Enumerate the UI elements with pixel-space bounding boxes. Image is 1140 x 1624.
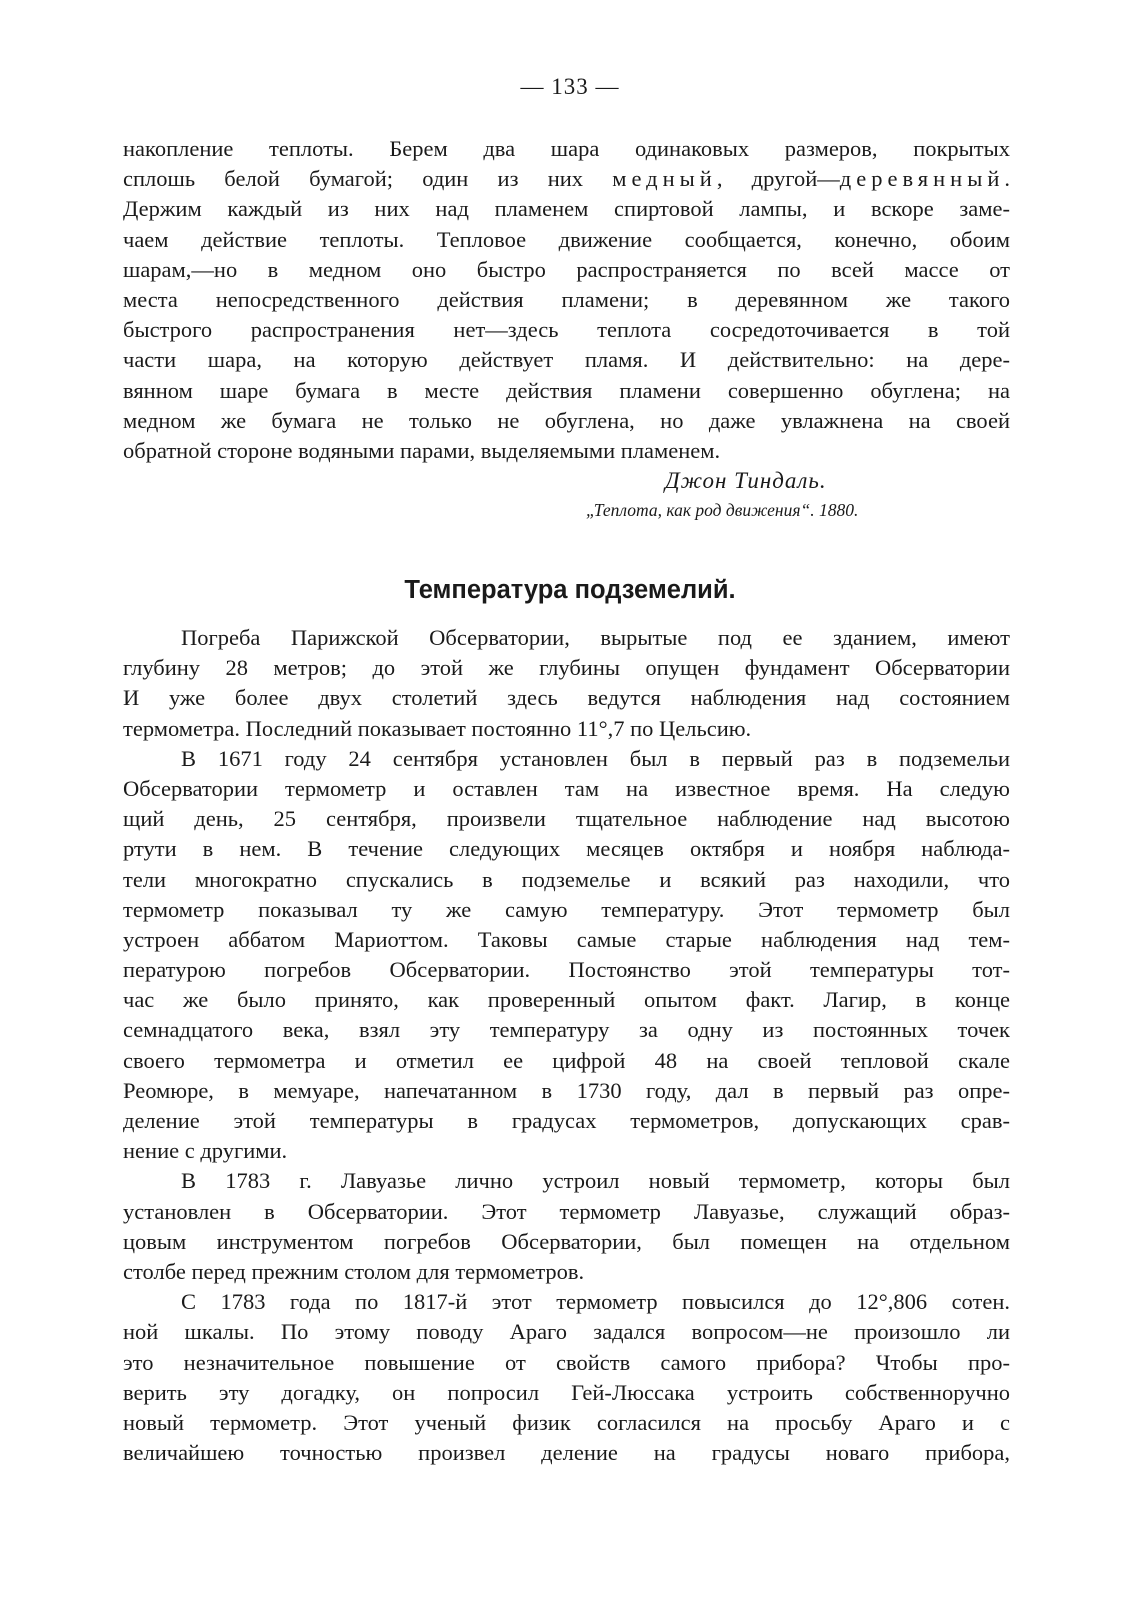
text-line: новый термометр. Этот ученый физик согласился на просьбу Араго и с bbox=[123, 1409, 1010, 1435]
text-line: пературою погребов Обсерватории. Постоянство этой температуры тот- bbox=[123, 957, 1010, 983]
text-line: В 1671 году 24 сентября установлен был в первый раз в подземельи bbox=[181, 745, 1010, 771]
text-line: величайшею точностью произвел деление на градусы новаго прибора, bbox=[123, 1440, 1010, 1466]
emphasis-copper: медный bbox=[612, 166, 717, 192]
text-line: глубину 28 метров; до этой же глубины опущен фундамент Обсерватории bbox=[123, 655, 1010, 681]
text-line: щий день, 25 сентября, произвели тщательное наблюдение над высотою bbox=[123, 806, 1010, 832]
text-line: своего термометра и отметил ее цифрой 48 на своей тепловой скале bbox=[123, 1047, 1010, 1073]
emphasis-wooden: деревянный bbox=[839, 166, 1005, 192]
text-line: части шара, на которую действует пламя. И действительно: на дере- bbox=[123, 347, 1010, 373]
text-line: нение с другими. bbox=[123, 1138, 288, 1164]
attribution-author: Джон Тиндаль. bbox=[665, 468, 827, 493]
text-line: час же было принято, как проверенный опытом факт. Лагир, в конце bbox=[123, 987, 1010, 1013]
text-line: цовым инструментом погребов Обсерватории, был помещен на отдельном bbox=[123, 1228, 1010, 1254]
text-line: столбе перед прежним столом для термометров. bbox=[123, 1258, 585, 1284]
text-line: установлен в Обсерватории. Этот термометр Лавуазье, служащий образ- bbox=[123, 1198, 1010, 1224]
text-line: Обсерватории термометр и оставлен там на известное время. На следую bbox=[123, 775, 1010, 801]
section-title: Температура подземелий. bbox=[404, 576, 736, 604]
attribution-source: „Теплота, как род движения“. 1880. bbox=[586, 500, 859, 520]
text-line: деление этой температуры в градусах термометров, допускающих срав- bbox=[123, 1108, 1010, 1133]
text-line: места непосредственного действия пламени; в деревянном же такого bbox=[123, 286, 1010, 312]
text-line: ртути в нем. В течение следующих месяцев октября и ноября наблюда- bbox=[123, 836, 1010, 862]
text-line: Погреба Парижской Обсерватории, вырытые под ее зданием, имеют bbox=[181, 625, 1010, 650]
text-line: это незначительное повышение от свойств самого прибора? Чтобы про- bbox=[123, 1349, 1010, 1375]
text-line: сплошь белой бумагой; один из них медный, другой—деревянный. bbox=[123, 166, 1010, 192]
text-line: термометр показывал ту же самую температуру. Этот термометр был bbox=[123, 896, 1010, 922]
text-line: тели многократно спускались в подземелье и всякий раз находили, что bbox=[123, 866, 1010, 892]
text-line: термометра. Последний показывает постоянно 11°,7 по Цельсию. bbox=[123, 715, 752, 741]
text-line: устроен аббатом Мариоттом. Таковы самые старые наблюдения над тем- bbox=[123, 926, 1010, 952]
text-line: семнадцатого века, взял эту температуру за одну из постоянных точек bbox=[123, 1017, 1010, 1043]
section-body bbox=[123, 623, 1010, 1468]
page-number: — 133 — bbox=[520, 74, 620, 99]
text-line: И уже более двух столетий здесь ведутся наблюдения над состоянием bbox=[123, 685, 1010, 711]
text-line: накопление теплоты. Берем два шара одинаковых размеров, покрытых bbox=[123, 136, 1010, 161]
text-line: вянном шаре бумага в месте действия пламени совершенно обуглена; на bbox=[123, 377, 1010, 403]
text-line: В 1783 г. Лавуазье лично устроил новый термометр, которы был bbox=[181, 1168, 1010, 1194]
text-line: С 1783 года по 1817-й этот термометр повысился до 12°,806 сотен. bbox=[181, 1289, 1010, 1315]
text-line: Реомюре, в мемуаре, напечатанном в 1730 году, дал в первый раз опре- bbox=[123, 1077, 1010, 1103]
text-line: чаем действие теплоты. Тепловое движение сообщается, конечно, обоим bbox=[123, 226, 1010, 252]
text-line: Держим каждый из них над пламенем спиртовой лампы, и вскоре заме- bbox=[123, 196, 1010, 222]
text-line: быстрого распространения нет—здесь теплота сосредоточивается в той bbox=[123, 317, 1010, 343]
text-line: шарам,—но в медном оно быстро распространяется по всей массе от bbox=[123, 256, 1010, 282]
paragraph-top bbox=[123, 134, 1010, 466]
text-line: медном же бумага не только не обуглена, но даже увлажнена на своей bbox=[123, 407, 1010, 433]
text-line: ной шкалы. По этому поводу Араго задался вопросом—не произошло ли bbox=[123, 1319, 1010, 1345]
text-line: верить эту догадку, он попросил Гей-Люссака устроить собственноручно bbox=[123, 1379, 1010, 1405]
text-line: обратной стороне водяными парами, выделяемыми пламенем. bbox=[123, 437, 721, 463]
